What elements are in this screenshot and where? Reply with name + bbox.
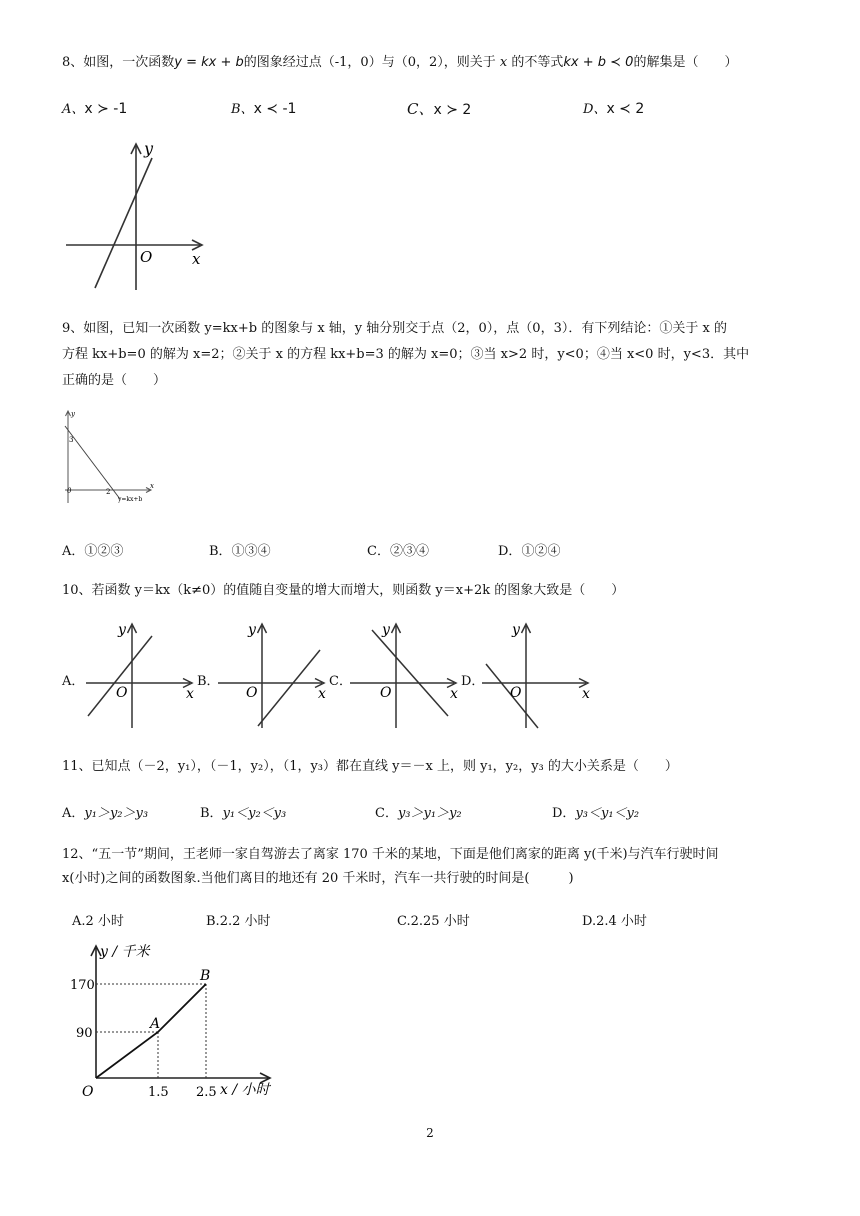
q10-option-c-label: C． [329, 674, 352, 689]
q8-option-a: A、x ≻ -1 [62, 101, 128, 117]
q10d-x-label: x [582, 686, 590, 702]
q11-option-b: B．y₁＜y₂＜y₃ [200, 806, 287, 821]
q12-origin-label: O [82, 1084, 94, 1100]
q9-stem-line1: 9、如图，已知一次函数 y=kx+b 的图象与 x 轴，y 轴分别交于点（2，0），点（0，3）．有下列结论：①关于 x 的 [62, 321, 727, 336]
q12-option-c: C.2.25 小时 [397, 914, 470, 929]
q10-graph-c [346, 620, 464, 732]
q10b-x-label: x [318, 686, 326, 702]
q9-option-b: B．①③④ [209, 544, 271, 559]
q8-stem: 8、如图，一次函数y = kx + b的图象经过点（-1，0）与（0，2），则关于 x 的不等式kx + b ≺ 0的解集是（ ） [62, 55, 738, 70]
q10b-function-line [258, 650, 320, 726]
q9-line-label: y=kx+b [118, 496, 143, 503]
q11-option-d: D．y₃＜y₁＜y₂ [552, 806, 640, 821]
q10-stem: 10、若函数 y＝kx（k≠0）的值随自变量的增大而增大，则函数 y＝x+2k 的图象大致是（ ） [62, 583, 625, 598]
q10-option-b-label: B． [197, 674, 220, 689]
q11-option-a: A．y₁＞y₂＞y₃ [62, 806, 149, 821]
q12-point-a-label: A [150, 1016, 161, 1032]
q10c-x-label: x [450, 686, 458, 702]
q12-x-tick-25: 2.5 [196, 1085, 217, 1100]
q9-graph [60, 408, 160, 508]
q12-y-tick-170: 170 [70, 978, 95, 993]
q8-function-line [95, 158, 152, 288]
q8-x-label: x [192, 250, 201, 268]
q8-y-label: y [144, 139, 154, 158]
q10d-origin-label: O [510, 685, 522, 701]
q9-tick-y: 3 [69, 436, 74, 444]
q10a-x-label: x [186, 686, 194, 702]
page-number: 2 [426, 1126, 434, 1140]
q11-option-c: C．y₃＞y₁＞y₂ [375, 806, 462, 821]
q12-option-a: A.2 小时 [72, 914, 124, 929]
q10b-y-label: y [248, 622, 256, 638]
q10c-y-label: y [382, 622, 390, 638]
q10b-origin-label: O [246, 685, 258, 701]
q12-option-d: D.2.4 小时 [582, 914, 647, 929]
q9-stem-line3: 正确的是（ ） [62, 373, 167, 388]
q10-graph-d [478, 620, 596, 732]
q9-tick-x: 2 [106, 488, 111, 496]
q10a-origin-label: O [116, 685, 128, 701]
q12-stem-line2: x(小时)之间的函数图象.当他们离目的地还有 20 千米时，汽车一共行驶的时间是( ) [62, 871, 574, 886]
q9-option-d: D．①②④ [498, 544, 561, 559]
q12-x-axis-label: x / 小时 [220, 1082, 270, 1098]
q12-stem-line1: 12、“五一节”期间，王老师一家自驾游去了离家 170 千米的某地，下面是他们离家的距离 y(千米)与汽车行驶时间 [62, 847, 719, 862]
q8-option-d: D、x ≺ 2 [583, 101, 645, 117]
q8-option-b: B、x ≺ -1 [231, 101, 297, 117]
q9-option-a: A．①②③ [62, 544, 124, 559]
q12-y-tick-90: 90 [76, 1026, 93, 1041]
q10a-y-label: y [118, 622, 126, 638]
q9-x-label: x [150, 482, 154, 490]
q9-stem-line2: 方程 kx+b=0 的解为 x=2；②关于 x 的方程 kx+b=3 的解为 x=0；③当 x>2 时，y<0；④当 x<0 时，y<3．其中 [62, 347, 750, 362]
q8-origin-label: O [140, 248, 153, 266]
q12-x-tick-15: 1.5 [148, 1085, 169, 1100]
q8-option-c: C、x ≻ 2 [407, 100, 472, 118]
q10a-function-line [88, 636, 152, 716]
q10c-origin-label: O [380, 685, 392, 701]
q12-y-axis-label: y / 千米 [100, 944, 150, 960]
q9-y-label: y [71, 410, 75, 418]
q12-graph [70, 942, 290, 1102]
q11-stem: 11、已知点（－2，y₁），（－1，y₂），（1，y₃）都在直线 y＝－x 上，则 y₁，y₂，y₃ 的大小关系是（ ） [62, 759, 678, 774]
q10d-y-label: y [512, 622, 520, 638]
q12-option-b: B.2.2 小时 [206, 914, 271, 929]
q10-option-d-label: D． [461, 674, 485, 689]
q10-option-a-label: A． [62, 674, 85, 689]
q10-graph-b [214, 620, 332, 732]
q12-point-b-label: B [200, 968, 211, 984]
q9-origin-label: 0 [67, 487, 72, 495]
q8-graph [60, 140, 210, 300]
q10c-function-line [372, 630, 448, 716]
q10-graph-a [82, 620, 200, 732]
q9-option-c: C．②③④ [367, 544, 429, 559]
